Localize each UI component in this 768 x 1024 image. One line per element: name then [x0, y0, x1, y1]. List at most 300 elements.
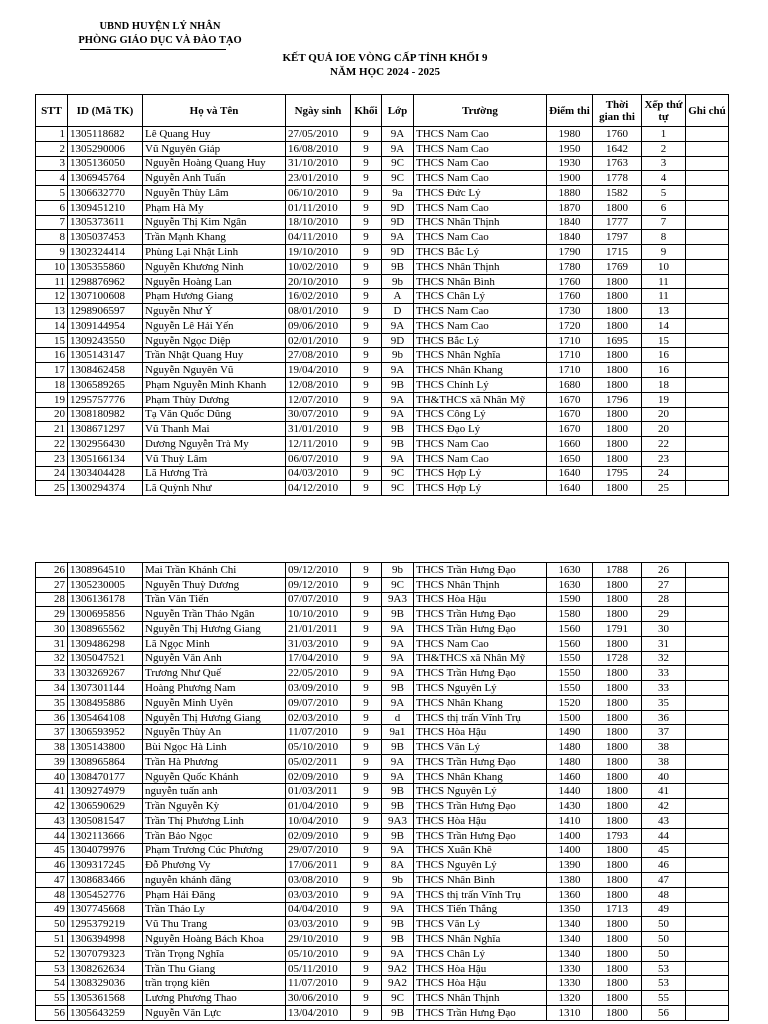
cell-name: Đỗ Phương Vy [143, 858, 286, 873]
cell-rank: 23 [642, 451, 686, 466]
cell-time: 1769 [593, 259, 642, 274]
cell-time: 1760 [593, 127, 642, 142]
cell-id: 1305361568 [68, 991, 143, 1006]
cell-class: 9B [382, 681, 414, 696]
cell-score: 1760 [547, 274, 593, 289]
table-row [36, 843, 729, 858]
cell-dob: 07/07/2010 [286, 592, 351, 607]
table-row [36, 695, 729, 710]
cell-grade: 9 [351, 481, 382, 496]
cell-grade: 9 [351, 976, 382, 991]
cell-rank: 41 [642, 784, 686, 799]
cell-grade: 9 [351, 392, 382, 407]
cell-name: Nguyễn Hoàng Bách Khoa [143, 932, 286, 947]
cell-class: 9C [382, 991, 414, 1006]
table-row [36, 577, 729, 592]
cell-name: Nguyễn Văn Anh [143, 651, 286, 666]
cell-dob: 09/07/2010 [286, 695, 351, 710]
cell-school: THCS Đức Lý [414, 186, 547, 201]
col-header-time: Thời gian thi [593, 95, 642, 127]
cell-name: Nguyễn Khương Ninh [143, 259, 286, 274]
cell-rank: 18 [642, 378, 686, 393]
cell-grade: 9 [351, 592, 382, 607]
cell-stt: 21 [36, 422, 68, 437]
cell-score: 1670 [547, 407, 593, 422]
cell-dob: 04/12/2010 [286, 481, 351, 496]
cell-time: 1797 [593, 230, 642, 245]
cell-id: 1306945764 [68, 171, 143, 186]
cell-school: TH&THCS xã Nhân Mỹ [414, 392, 547, 407]
cell-class: 9A [382, 392, 414, 407]
cell-class: 9B [382, 422, 414, 437]
cell-grade: 9 [351, 858, 382, 873]
cell-school: THCS Nguyên Lý [414, 681, 547, 696]
document-title: KẾT QUẢ IOE VÒNG CẤP TỈNH KHỐI 9 [282, 52, 488, 64]
cell-note [686, 230, 729, 245]
cell-name: Nguyễn Văn Lực [143, 1005, 286, 1020]
cell-name: Nguyễn Nguyên Vũ [143, 363, 286, 378]
cell-score: 1840 [547, 215, 593, 230]
cell-score: 1580 [547, 607, 593, 622]
cell-rank: 38 [642, 754, 686, 769]
cell-stt: 12 [36, 289, 68, 304]
table-row [36, 127, 729, 142]
cell-score: 1840 [547, 230, 593, 245]
table-row [36, 274, 729, 289]
cell-note [686, 407, 729, 422]
cell-name: Nguyễn Như Ý [143, 304, 286, 319]
cell-school: THCS Nguyên Lý [414, 784, 547, 799]
cell-time: 1791 [593, 622, 642, 637]
cell-rank: 47 [642, 873, 686, 888]
cell-grade: 9 [351, 666, 382, 681]
cell-dob: 12/08/2010 [286, 378, 351, 393]
col-header-id: ID (Mã TK) [68, 95, 143, 127]
cell-class: 9A [382, 407, 414, 422]
cell-grade: 9 [351, 710, 382, 725]
cell-time: 1800 [593, 887, 642, 902]
cell-grade: 9 [351, 622, 382, 637]
table-row [36, 289, 729, 304]
cell-score: 1330 [547, 961, 593, 976]
cell-class: 9A [382, 451, 414, 466]
cell-class: 9C [382, 171, 414, 186]
cell-school: THCS Trần Hưng Đạo [414, 1005, 547, 1020]
col-header-score: Điểm thi [547, 95, 593, 127]
cell-dob: 31/03/2010 [286, 636, 351, 651]
cell-rank: 16 [642, 348, 686, 363]
cell-grade: 9 [351, 318, 382, 333]
cell-dob: 09/06/2010 [286, 318, 351, 333]
cell-school: THCS Nam Cao [414, 156, 547, 171]
cell-note [686, 333, 729, 348]
cell-rank: 49 [642, 902, 686, 917]
cell-school: THCS Nam Cao [414, 636, 547, 651]
cell-score: 1630 [547, 577, 593, 592]
cell-stt: 26 [36, 563, 68, 578]
cell-grade: 9 [351, 769, 382, 784]
cell-id: 1308964510 [68, 563, 143, 578]
cell-dob: 08/01/2010 [286, 304, 351, 319]
cell-name: Nguyễn Hoàng Quang Huy [143, 156, 286, 171]
cell-note [686, 710, 729, 725]
cell-name: Nguyễn Thị Kim Ngân [143, 215, 286, 230]
cell-dob: 05/02/2011 [286, 754, 351, 769]
cell-dob: 10/02/2010 [286, 259, 351, 274]
cell-rank: 15 [642, 333, 686, 348]
table-row [36, 230, 729, 245]
cell-name: Bùi Ngọc Hà Linh [143, 740, 286, 755]
cell-dob: 04/11/2010 [286, 230, 351, 245]
cell-id: 1305037453 [68, 230, 143, 245]
cell-grade: 9 [351, 289, 382, 304]
cell-stt: 15 [36, 333, 68, 348]
cell-stt: 29 [36, 607, 68, 622]
cell-name: Phạm Thùy Dương [143, 392, 286, 407]
cell-dob: 02/01/2010 [286, 333, 351, 348]
cell-rank: 20 [642, 407, 686, 422]
cell-dob: 05/10/2010 [286, 740, 351, 755]
cell-score: 1380 [547, 873, 593, 888]
cell-note [686, 215, 729, 230]
table-row [36, 215, 729, 230]
cell-grade: 9 [351, 784, 382, 799]
cell-dob: 04/04/2010 [286, 902, 351, 917]
cell-score: 1670 [547, 422, 593, 437]
cell-note [686, 887, 729, 902]
cell-school: THCS Văn Lý [414, 917, 547, 932]
cell-rank: 30 [642, 622, 686, 637]
cell-stt: 48 [36, 887, 68, 902]
cell-school: THCS Nhân Nghĩa [414, 348, 547, 363]
cell-class: 9b [382, 563, 414, 578]
cell-class: 9A [382, 666, 414, 681]
cell-id: 1305136050 [68, 156, 143, 171]
cell-stt: 52 [36, 946, 68, 961]
cell-grade: 9 [351, 873, 382, 888]
cell-name: Phùng Lại Nhật Linh [143, 245, 286, 260]
cell-id: 1305143800 [68, 740, 143, 755]
cell-grade: 9 [351, 141, 382, 156]
cell-school: THCS Chính Lý [414, 378, 547, 393]
col-header-school: Trường [414, 95, 547, 127]
table-row [36, 636, 729, 651]
org-name-line1: UBND HUYỆN LÝ NHÂN [99, 21, 221, 32]
cell-time: 1800 [593, 843, 642, 858]
cell-grade: 9 [351, 378, 382, 393]
cell-dob: 17/06/2011 [286, 858, 351, 873]
cell-school: THCS Nam Cao [414, 437, 547, 452]
cell-class: 9A [382, 622, 414, 637]
cell-rank: 33 [642, 666, 686, 681]
cell-school: THCS Nam Cao [414, 318, 547, 333]
table-row [36, 348, 729, 363]
cell-school: THCS Nguyên Lý [414, 858, 547, 873]
cell-time: 1800 [593, 946, 642, 961]
cell-rank: 2 [642, 141, 686, 156]
cell-score: 1560 [547, 622, 593, 637]
cell-score: 1410 [547, 814, 593, 829]
cell-time: 1800 [593, 200, 642, 215]
table-row [36, 422, 729, 437]
cell-score: 1500 [547, 710, 593, 725]
cell-id: 1305643259 [68, 1005, 143, 1020]
cell-stt: 53 [36, 961, 68, 976]
cell-grade: 9 [351, 932, 382, 947]
cell-school: THCS Nam Cao [414, 127, 547, 142]
cell-note [686, 289, 729, 304]
cell-id: 1309274979 [68, 784, 143, 799]
cell-time: 1800 [593, 740, 642, 755]
cell-name: Mai Trần Khánh Chi [143, 563, 286, 578]
cell-rank: 1 [642, 127, 686, 142]
cell-stt: 36 [36, 710, 68, 725]
cell-note [686, 607, 729, 622]
cell-dob: 13/04/2010 [286, 1005, 351, 1020]
cell-note [686, 592, 729, 607]
cell-class: 9D [382, 333, 414, 348]
cell-name: Nguyễn Minh Uyên [143, 695, 286, 710]
cell-name: Trần Thị Phương Linh [143, 814, 286, 829]
cell-class: 9C [382, 577, 414, 592]
cell-class: 9A [382, 887, 414, 902]
cell-rank: 48 [642, 887, 686, 902]
cell-class: 9B [382, 932, 414, 947]
cell-rank: 22 [642, 437, 686, 452]
cell-school: THCS thị trấn Vĩnh Trụ [414, 887, 547, 902]
cell-class: 9B [382, 437, 414, 452]
cell-id: 1305290006 [68, 141, 143, 156]
cell-rank: 37 [642, 725, 686, 740]
cell-stt: 28 [36, 592, 68, 607]
cell-stt: 3 [36, 156, 68, 171]
cell-school: THCS Trần Hưng Đạo [414, 754, 547, 769]
cell-grade: 9 [351, 946, 382, 961]
cell-dob: 04/03/2010 [286, 466, 351, 481]
cell-rank: 24 [642, 466, 686, 481]
cell-note [686, 932, 729, 947]
cell-dob: 03/03/2010 [286, 917, 351, 932]
cell-dob: 27/08/2010 [286, 348, 351, 363]
cell-note [686, 186, 729, 201]
table-row [36, 481, 729, 496]
cell-note [686, 171, 729, 186]
table-row [36, 887, 729, 902]
table-row [36, 437, 729, 452]
cell-dob: 05/10/2010 [286, 946, 351, 961]
cell-time: 1800 [593, 784, 642, 799]
cell-time: 1763 [593, 156, 642, 171]
table-row [36, 651, 729, 666]
cell-time: 1800 [593, 769, 642, 784]
cell-time: 1800 [593, 592, 642, 607]
cell-rank: 28 [642, 592, 686, 607]
cell-name: Nguyễn Thùy An [143, 725, 286, 740]
cell-name: Nguyễn Hoàng Lan [143, 274, 286, 289]
cell-school: THCS Nam Cao [414, 171, 547, 186]
cell-time: 1793 [593, 828, 642, 843]
cell-stt: 5 [36, 186, 68, 201]
table-row [36, 961, 729, 976]
cell-id: 1305143147 [68, 348, 143, 363]
table-row [36, 976, 729, 991]
cell-name: Trần Trọng Nghĩa [143, 946, 286, 961]
cell-school: THCS Chân Lý [414, 946, 547, 961]
cell-school: THCS Đạo Lý [414, 422, 547, 437]
cell-stt: 14 [36, 318, 68, 333]
cell-rank: 11 [642, 289, 686, 304]
cell-score: 1400 [547, 828, 593, 843]
table-row [36, 946, 729, 961]
cell-id: 1298906597 [68, 304, 143, 319]
cell-dob: 19/10/2010 [286, 245, 351, 260]
cell-grade: 9 [351, 607, 382, 622]
cell-name: Vũ Nguyên Giáp [143, 141, 286, 156]
table-row [36, 186, 729, 201]
cell-stt: 47 [36, 873, 68, 888]
cell-note [686, 843, 729, 858]
cell-stt: 39 [36, 754, 68, 769]
cell-grade: 9 [351, 991, 382, 1006]
cell-grade: 9 [351, 186, 382, 201]
cell-time: 1800 [593, 289, 642, 304]
cell-name: nguyễn khánh đăng [143, 873, 286, 888]
cell-name: trần trọng kiên [143, 976, 286, 991]
cell-id: 1308495886 [68, 695, 143, 710]
cell-school: THCS Nhân Khang [414, 769, 547, 784]
cell-dob: 22/05/2010 [286, 666, 351, 681]
cell-id: 1307745668 [68, 902, 143, 917]
cell-note [686, 873, 729, 888]
table-row [36, 710, 729, 725]
cell-class: 9C [382, 481, 414, 496]
cell-note [686, 378, 729, 393]
cell-rank: 46 [642, 858, 686, 873]
cell-stt: 38 [36, 740, 68, 755]
cell-rank: 10 [642, 259, 686, 274]
col-header-dob: Ngày sinh [286, 95, 351, 127]
cell-class: 9A [382, 754, 414, 769]
cell-stt: 46 [36, 858, 68, 873]
cell-stt: 6 [36, 200, 68, 215]
table-row [36, 592, 729, 607]
cell-class: 9a [382, 186, 414, 201]
cell-stt: 20 [36, 407, 68, 422]
cell-rank: 31 [642, 636, 686, 651]
cell-rank: 35 [642, 695, 686, 710]
cell-time: 1777 [593, 215, 642, 230]
cell-dob: 05/11/2010 [286, 961, 351, 976]
table-row [36, 318, 729, 333]
cell-note [686, 991, 729, 1006]
cell-grade: 9 [351, 754, 382, 769]
cell-class: 9a1 [382, 725, 414, 740]
cell-score: 1550 [547, 681, 593, 696]
cell-id: 1308329036 [68, 976, 143, 991]
cell-grade: 9 [351, 636, 382, 651]
cell-time: 1800 [593, 695, 642, 710]
cell-score: 1710 [547, 333, 593, 348]
cell-stt: 23 [36, 451, 68, 466]
table-row [36, 407, 729, 422]
cell-rank: 42 [642, 799, 686, 814]
cell-stt: 43 [36, 814, 68, 829]
cell-score: 1950 [547, 141, 593, 156]
cell-class: 9A3 [382, 814, 414, 829]
table-row [36, 141, 729, 156]
cell-note [686, 577, 729, 592]
cell-time: 1800 [593, 407, 642, 422]
cell-class: 9b [382, 348, 414, 363]
cell-rank: 33 [642, 681, 686, 696]
cell-time: 1800 [593, 917, 642, 932]
cell-grade: 9 [351, 961, 382, 976]
cell-id: 1300294374 [68, 481, 143, 496]
cell-rank: 3 [642, 156, 686, 171]
cell-stt: 37 [36, 725, 68, 740]
cell-id: 1305464108 [68, 710, 143, 725]
cell-dob: 10/10/2010 [286, 607, 351, 622]
cell-rank: 44 [642, 828, 686, 843]
cell-note [686, 245, 729, 260]
cell-school: THCS Nhân Khang [414, 695, 547, 710]
table-row [36, 917, 729, 932]
cell-name: Nguyễn Trần Thảo Ngân [143, 607, 286, 622]
cell-name: Trần Bảo Ngọc [143, 828, 286, 843]
cell-note [686, 858, 729, 873]
cell-name: Lã Ngọc Minh [143, 636, 286, 651]
cell-rank: 4 [642, 171, 686, 186]
cell-class: 9B [382, 259, 414, 274]
cell-dob: 20/10/2010 [286, 274, 351, 289]
document-subtitle: NĂM HỌC 2024 - 2025 [330, 66, 440, 78]
cell-class: 9A [382, 769, 414, 784]
table-row [36, 304, 729, 319]
cell-class: 9C [382, 466, 414, 481]
cell-name: Trần Thảo Ly [143, 902, 286, 917]
cell-id: 1305118682 [68, 127, 143, 142]
cell-score: 1320 [547, 991, 593, 1006]
cell-score: 1520 [547, 695, 593, 710]
cell-score: 1400 [547, 843, 593, 858]
cell-dob: 10/04/2010 [286, 814, 351, 829]
cell-class: 9B [382, 378, 414, 393]
cell-time: 1800 [593, 961, 642, 976]
cell-name: nguyễn tuấn anh [143, 784, 286, 799]
cell-time: 1713 [593, 902, 642, 917]
table-row [36, 363, 729, 378]
table-row [36, 769, 729, 784]
cell-school: THCS Hòa Hậu [414, 814, 547, 829]
cell-stt: 11 [36, 274, 68, 289]
cell-score: 1480 [547, 740, 593, 755]
cell-dob: 19/04/2010 [286, 363, 351, 378]
cell-name: Tạ Văn Quốc Dũng [143, 407, 286, 422]
cell-class: 9A2 [382, 976, 414, 991]
cell-score: 1650 [547, 451, 593, 466]
cell-grade: 9 [351, 651, 382, 666]
table-row [36, 378, 729, 393]
cell-class: 9A2 [382, 961, 414, 976]
table-row [36, 754, 729, 769]
cell-stt: 22 [36, 437, 68, 452]
cell-class: 9C [382, 156, 414, 171]
table-row [36, 200, 729, 215]
cell-stt: 33 [36, 666, 68, 681]
cell-score: 1710 [547, 348, 593, 363]
cell-time: 1728 [593, 651, 642, 666]
cell-time: 1800 [593, 799, 642, 814]
